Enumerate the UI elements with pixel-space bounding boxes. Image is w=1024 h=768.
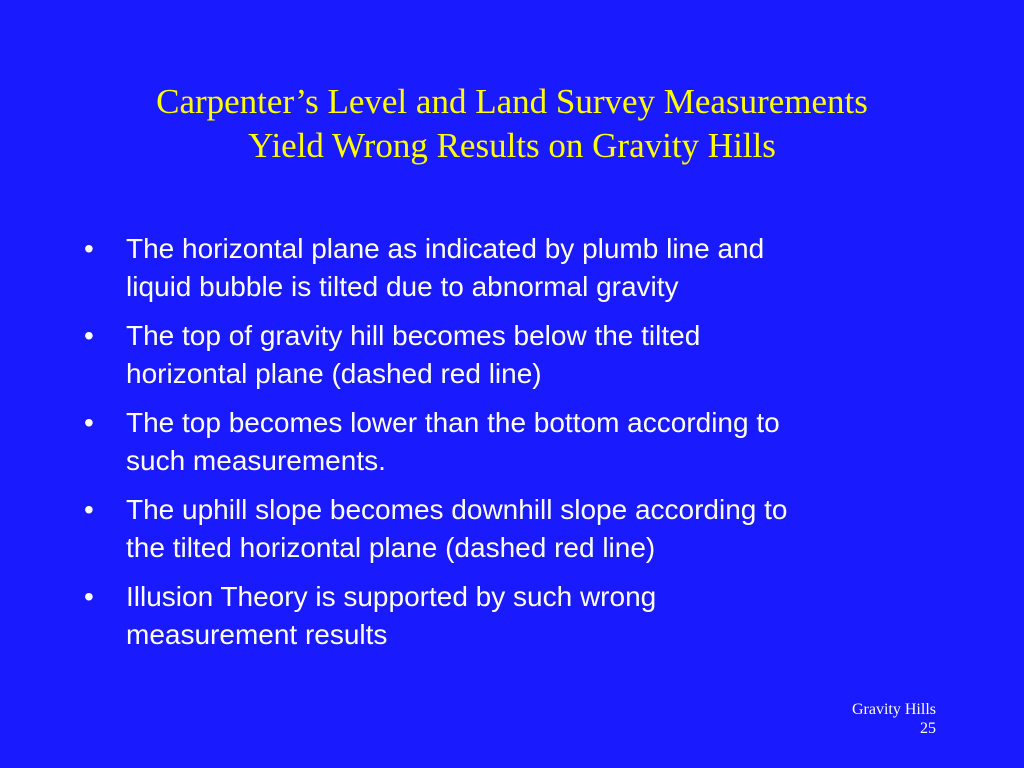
bullet-text-line: such measurements. xyxy=(126,445,386,476)
bullet-marker: • xyxy=(84,320,94,351)
bullet-marker: • xyxy=(84,581,94,612)
bullet-item xyxy=(84,404,964,480)
bullet-item xyxy=(84,491,964,567)
footer-label: Gravity Hills xyxy=(852,701,936,718)
bullet-item xyxy=(84,578,964,654)
bullet-marker: • xyxy=(84,407,94,438)
bullet-text-line: Illusion Theory is supported by such wrong xyxy=(126,581,657,612)
bullet-text-line: horizontal plane (dashed red line) xyxy=(126,358,542,389)
bullet-list xyxy=(84,230,964,665)
slide-title-line: Carpenter’s Level and Land Survey Measurements xyxy=(156,82,868,121)
bullet-text-line: The top becomes lower than the bottom according to xyxy=(126,407,780,438)
bullet-text-line: The horizontal plane as indicated by plumb line and xyxy=(126,233,765,264)
bullet-marker: • xyxy=(84,494,94,525)
bullet-text-line: the tilted horizontal plane (dashed red line) xyxy=(126,532,656,563)
bullet-text-line: liquid bubble is tilted due to abnormal gravity xyxy=(126,271,679,302)
bullet-item xyxy=(84,317,964,393)
slide-title-line: Yield Wrong Results on Gravity Hills xyxy=(248,126,776,165)
bullet-marker: • xyxy=(84,233,94,264)
bullet-item xyxy=(84,230,964,306)
slide-number: 25 xyxy=(920,720,936,737)
slide-footer xyxy=(852,700,936,738)
bullet-text-line: measurement results xyxy=(126,619,388,650)
slide-title xyxy=(60,80,964,168)
bullet-text-line: The uphill slope becomes downhill slope according to xyxy=(126,494,788,525)
bullet-text-line: The top of gravity hill becomes below the tilted xyxy=(126,320,701,351)
